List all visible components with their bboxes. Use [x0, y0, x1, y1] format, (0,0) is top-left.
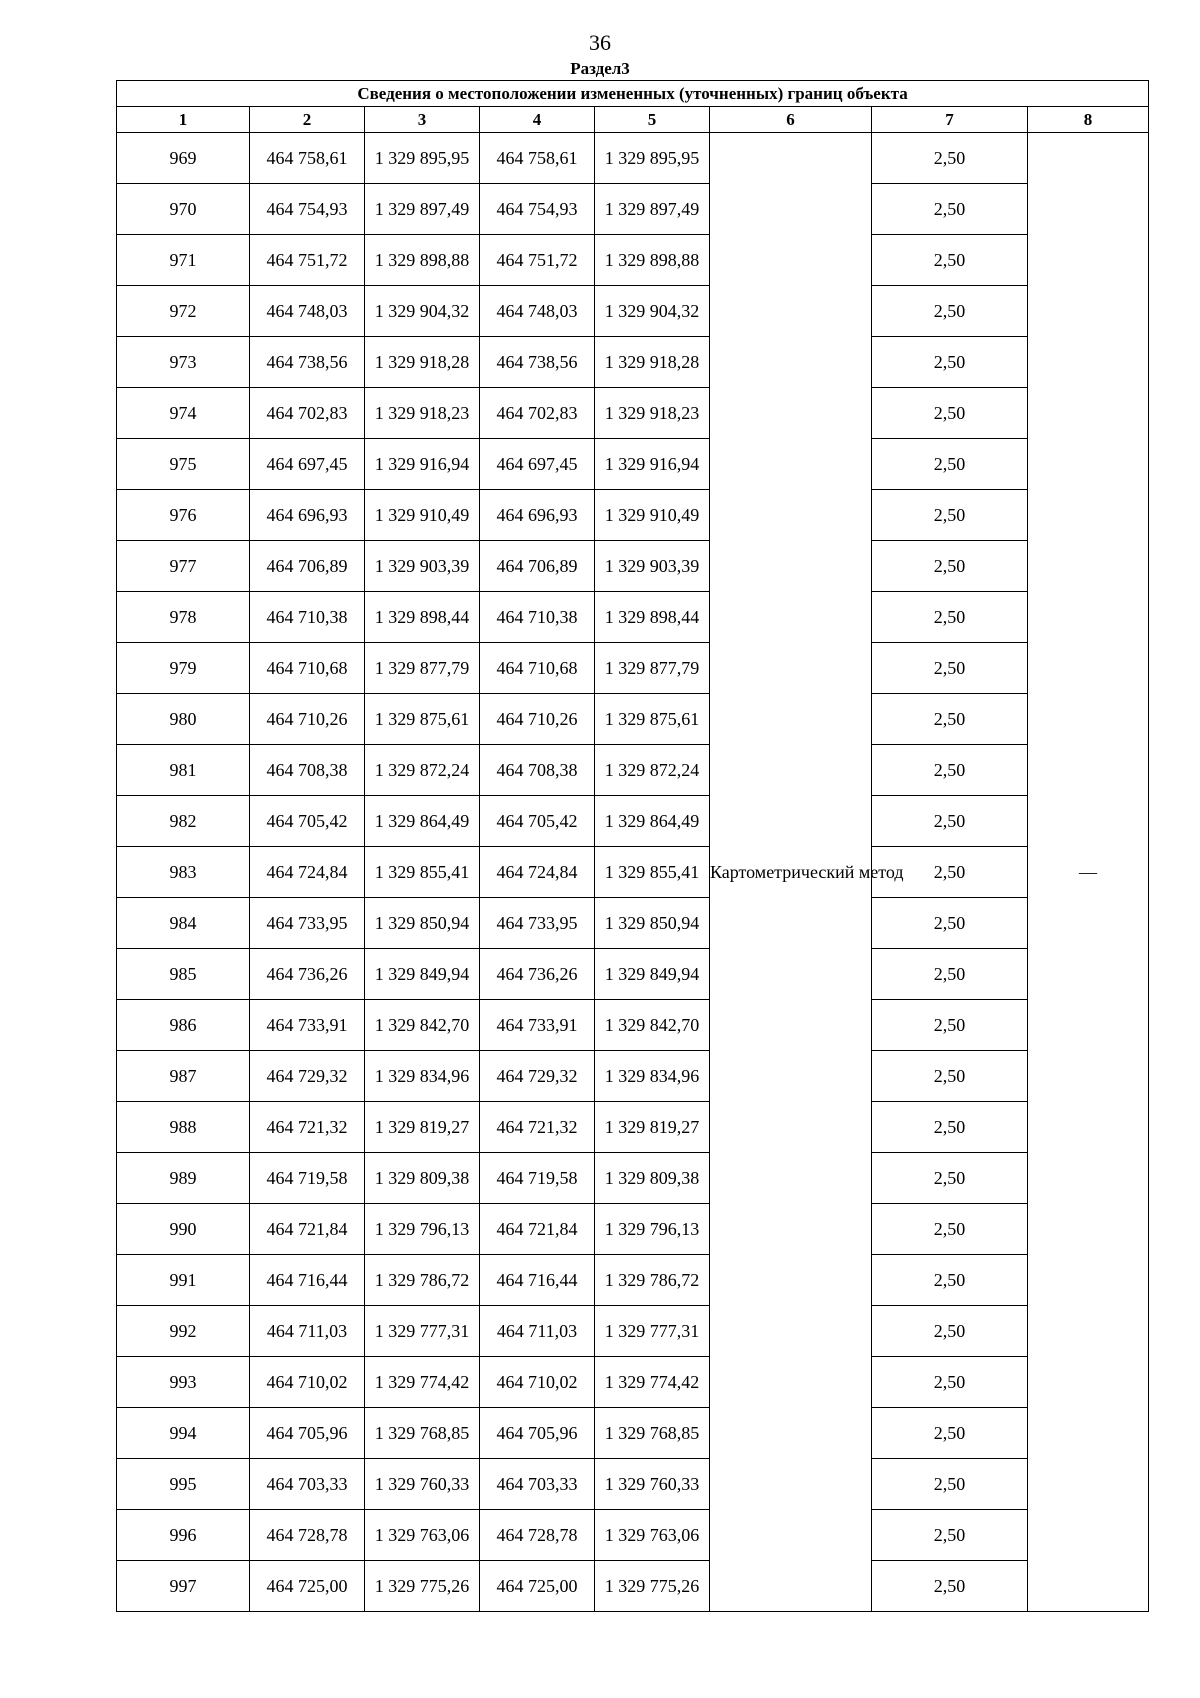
table-row	[117, 1204, 1149, 1255]
column-number: 3	[365, 107, 480, 133]
table-title: Сведения о местоположении измененных (уточненных) границ объекта	[117, 81, 1149, 107]
y-coordinate-new: 1 329 796,13	[595, 1204, 710, 1255]
accuracy-value: 2,50	[872, 490, 1028, 541]
x-coordinate: 464 721,84	[250, 1204, 365, 1255]
y-coordinate: 1 329 872,24	[365, 745, 480, 796]
x-coordinate-new: 464 729,32	[480, 1051, 595, 1102]
table-row	[117, 235, 1149, 286]
x-coordinate-new: 464 706,89	[480, 541, 595, 592]
y-coordinate: 1 329 897,49	[365, 184, 480, 235]
y-coordinate-new: 1 329 904,32	[595, 286, 710, 337]
point-number: 990	[117, 1204, 250, 1255]
table-row	[117, 1000, 1149, 1051]
accuracy-value: 2,50	[872, 1051, 1028, 1102]
accuracy-value: 2,50	[872, 133, 1028, 184]
table-row	[117, 847, 1149, 898]
y-coordinate-new: 1 329 918,28	[595, 337, 710, 388]
y-coordinate: 1 329 895,95	[365, 133, 480, 184]
table-row	[117, 1051, 1149, 1102]
y-coordinate: 1 329 904,32	[365, 286, 480, 337]
point-number: 995	[117, 1459, 250, 1510]
column-number: 5	[595, 107, 710, 133]
point-number: 988	[117, 1102, 250, 1153]
accuracy-value: 2,50	[872, 235, 1028, 286]
y-coordinate-new: 1 329 898,88	[595, 235, 710, 286]
page-number: 36	[589, 30, 611, 55]
accuracy-value: 2,50	[872, 643, 1028, 694]
table-row	[117, 694, 1149, 745]
x-coordinate-new: 464 738,56	[480, 337, 595, 388]
x-coordinate: 464 758,61	[250, 133, 365, 184]
table-row	[117, 1357, 1149, 1408]
y-coordinate: 1 329 864,49	[365, 796, 480, 847]
x-coordinate-new: 464 710,02	[480, 1357, 595, 1408]
accuracy-value: 2,50	[872, 592, 1028, 643]
point-number: 978	[117, 592, 250, 643]
x-coordinate-new: 464 758,61	[480, 133, 595, 184]
point-number: 982	[117, 796, 250, 847]
point-number: 994	[117, 1408, 250, 1459]
x-coordinate: 464 706,89	[250, 541, 365, 592]
y-coordinate-new: 1 329 849,94	[595, 949, 710, 1000]
x-coordinate-new: 464 721,84	[480, 1204, 595, 1255]
y-coordinate: 1 329 768,85	[365, 1408, 480, 1459]
note-dash: —	[1028, 133, 1149, 1612]
y-coordinate: 1 329 819,27	[365, 1102, 480, 1153]
table-row	[117, 1561, 1149, 1612]
y-coordinate: 1 329 834,96	[365, 1051, 480, 1102]
accuracy-value: 2,50	[872, 286, 1028, 337]
point-number: 983	[117, 847, 250, 898]
x-coordinate-new: 464 710,26	[480, 694, 595, 745]
accuracy-value: 2,50	[872, 184, 1028, 235]
y-coordinate: 1 329 763,06	[365, 1510, 480, 1561]
table-row	[117, 337, 1149, 388]
accuracy-value: 2,50	[872, 388, 1028, 439]
y-coordinate: 1 329 809,38	[365, 1153, 480, 1204]
accuracy-value: 2,50	[872, 1408, 1028, 1459]
y-coordinate-new: 1 329 777,31	[595, 1306, 710, 1357]
y-coordinate: 1 329 903,39	[365, 541, 480, 592]
y-coordinate: 1 329 849,94	[365, 949, 480, 1000]
y-coordinate-new: 1 329 864,49	[595, 796, 710, 847]
y-coordinate: 1 329 760,33	[365, 1459, 480, 1510]
y-coordinate: 1 329 875,61	[365, 694, 480, 745]
table-row	[117, 643, 1149, 694]
point-number: 973	[117, 337, 250, 388]
x-coordinate-new: 464 719,58	[480, 1153, 595, 1204]
table-row	[117, 1306, 1149, 1357]
y-coordinate-new: 1 329 809,38	[595, 1153, 710, 1204]
y-coordinate-new: 1 329 875,61	[595, 694, 710, 745]
y-coordinate: 1 329 774,42	[365, 1357, 480, 1408]
y-coordinate-new: 1 329 895,95	[595, 133, 710, 184]
x-coordinate: 464 748,03	[250, 286, 365, 337]
y-coordinate: 1 329 918,23	[365, 388, 480, 439]
x-coordinate-new: 464 702,83	[480, 388, 595, 439]
table-row	[117, 1459, 1149, 1510]
accuracy-value: 2,50	[872, 1561, 1028, 1612]
point-number: 977	[117, 541, 250, 592]
determination-method: Картометрический метод	[710, 133, 872, 1612]
accuracy-value: 2,50	[872, 1357, 1028, 1408]
x-coordinate-new: 464 754,93	[480, 184, 595, 235]
table-row	[117, 592, 1149, 643]
y-coordinate-new: 1 329 819,27	[595, 1102, 710, 1153]
x-coordinate: 464 708,38	[250, 745, 365, 796]
column-number: 1	[117, 107, 250, 133]
point-number: 986	[117, 1000, 250, 1051]
y-coordinate-new: 1 329 763,06	[595, 1510, 710, 1561]
x-coordinate-new: 464 703,33	[480, 1459, 595, 1510]
column-number: 6	[710, 107, 872, 133]
table-row	[117, 388, 1149, 439]
table-row	[117, 745, 1149, 796]
x-coordinate: 464 703,33	[250, 1459, 365, 1510]
point-number: 974	[117, 388, 250, 439]
x-coordinate-new: 464 736,26	[480, 949, 595, 1000]
y-coordinate-new: 1 329 898,44	[595, 592, 710, 643]
x-coordinate: 464 738,56	[250, 337, 365, 388]
y-coordinate-new: 1 329 903,39	[595, 541, 710, 592]
table-body	[117, 133, 1149, 1612]
accuracy-value: 2,50	[872, 1510, 1028, 1561]
y-coordinate: 1 329 850,94	[365, 898, 480, 949]
point-number: 985	[117, 949, 250, 1000]
point-number: 989	[117, 1153, 250, 1204]
accuracy-value: 2,50	[872, 337, 1028, 388]
accuracy-value: 2,50	[872, 949, 1028, 1000]
x-coordinate-new: 464 724,84	[480, 847, 595, 898]
y-coordinate-new: 1 329 768,85	[595, 1408, 710, 1459]
point-number: 997	[117, 1561, 250, 1612]
table-row	[117, 133, 1149, 184]
x-coordinate: 464 696,93	[250, 490, 365, 541]
table-row	[117, 1408, 1149, 1459]
table-row	[117, 286, 1149, 337]
table-row	[117, 949, 1149, 1000]
x-coordinate-new: 464 751,72	[480, 235, 595, 286]
x-coordinate-new: 464 705,96	[480, 1408, 595, 1459]
y-coordinate: 1 329 777,31	[365, 1306, 480, 1357]
y-coordinate-new: 1 329 872,24	[595, 745, 710, 796]
x-coordinate-new: 464 716,44	[480, 1255, 595, 1306]
accuracy-value: 2,50	[872, 1153, 1028, 1204]
column-number: 8	[1028, 107, 1149, 133]
point-number: 984	[117, 898, 250, 949]
point-number: 979	[117, 643, 250, 694]
table-row	[117, 1255, 1149, 1306]
y-coordinate: 1 329 877,79	[365, 643, 480, 694]
accuracy-value: 2,50	[872, 745, 1028, 796]
accuracy-value: 2,50	[872, 796, 1028, 847]
y-coordinate-new: 1 329 918,23	[595, 388, 710, 439]
x-coordinate: 464 705,42	[250, 796, 365, 847]
x-coordinate: 464 724,84	[250, 847, 365, 898]
accuracy-value: 2,50	[872, 541, 1028, 592]
accuracy-value: 2,50	[872, 439, 1028, 490]
accuracy-value: 2,50	[872, 1102, 1028, 1153]
table-row	[117, 1102, 1149, 1153]
y-coordinate-new: 1 329 760,33	[595, 1459, 710, 1510]
y-coordinate-new: 1 329 786,72	[595, 1255, 710, 1306]
point-number: 991	[117, 1255, 250, 1306]
point-number: 970	[117, 184, 250, 235]
y-coordinate-new: 1 329 850,94	[595, 898, 710, 949]
point-number: 976	[117, 490, 250, 541]
table-row	[117, 1153, 1149, 1204]
x-coordinate-new: 464 696,93	[480, 490, 595, 541]
x-coordinate: 464 710,68	[250, 643, 365, 694]
table-row	[117, 1510, 1149, 1561]
x-coordinate-new: 464 697,45	[480, 439, 595, 490]
accuracy-value: 2,50	[872, 1204, 1028, 1255]
x-coordinate-new: 464 710,38	[480, 592, 595, 643]
y-coordinate: 1 329 898,44	[365, 592, 480, 643]
y-coordinate: 1 329 898,88	[365, 235, 480, 286]
x-coordinate-new: 464 711,03	[480, 1306, 595, 1357]
x-coordinate: 464 705,96	[250, 1408, 365, 1459]
column-number: 7	[872, 107, 1028, 133]
x-coordinate-new: 464 708,38	[480, 745, 595, 796]
x-coordinate: 464 710,26	[250, 694, 365, 745]
x-coordinate: 464 702,83	[250, 388, 365, 439]
x-coordinate: 464 697,45	[250, 439, 365, 490]
x-coordinate: 464 710,38	[250, 592, 365, 643]
table-row	[117, 541, 1149, 592]
table-row	[117, 184, 1149, 235]
x-coordinate-new: 464 705,42	[480, 796, 595, 847]
x-coordinate: 464 736,26	[250, 949, 365, 1000]
y-coordinate-new: 1 329 877,79	[595, 643, 710, 694]
coordinates-table	[116, 80, 1149, 1612]
y-coordinate-new: 1 329 910,49	[595, 490, 710, 541]
y-coordinate: 1 329 918,28	[365, 337, 480, 388]
y-coordinate-new: 1 329 916,94	[595, 439, 710, 490]
y-coordinate-new: 1 329 774,42	[595, 1357, 710, 1408]
y-coordinate-new: 1 329 834,96	[595, 1051, 710, 1102]
x-coordinate: 464 725,00	[250, 1561, 365, 1612]
x-coordinate: 464 733,91	[250, 1000, 365, 1051]
accuracy-value: 2,50	[872, 847, 1028, 898]
x-coordinate-new: 464 728,78	[480, 1510, 595, 1561]
table-row	[117, 439, 1149, 490]
column-number: 2	[250, 107, 365, 133]
x-coordinate: 464 754,93	[250, 184, 365, 235]
y-coordinate: 1 329 910,49	[365, 490, 480, 541]
accuracy-value: 2,50	[872, 1255, 1028, 1306]
x-coordinate: 464 728,78	[250, 1510, 365, 1561]
x-coordinate-new: 464 721,32	[480, 1102, 595, 1153]
x-coordinate-new: 464 733,91	[480, 1000, 595, 1051]
y-coordinate: 1 329 842,70	[365, 1000, 480, 1051]
x-coordinate-new: 464 710,68	[480, 643, 595, 694]
x-coordinate: 464 729,32	[250, 1051, 365, 1102]
point-number: 980	[117, 694, 250, 745]
y-coordinate: 1 329 775,26	[365, 1561, 480, 1612]
point-number: 981	[117, 745, 250, 796]
point-number: 969	[117, 133, 250, 184]
point-number: 971	[117, 235, 250, 286]
table-row	[117, 898, 1149, 949]
accuracy-value: 2,50	[872, 898, 1028, 949]
x-coordinate: 464 719,58	[250, 1153, 365, 1204]
point-number: 996	[117, 1510, 250, 1561]
table-row	[117, 796, 1149, 847]
accuracy-value: 2,50	[872, 1000, 1028, 1051]
column-number: 4	[480, 107, 595, 133]
y-coordinate-new: 1 329 775,26	[595, 1561, 710, 1612]
accuracy-value: 2,50	[872, 1306, 1028, 1357]
x-coordinate: 464 716,44	[250, 1255, 365, 1306]
section-label: Раздел3	[570, 59, 630, 78]
y-coordinate: 1 329 916,94	[365, 439, 480, 490]
point-number: 992	[117, 1306, 250, 1357]
x-coordinate: 464 711,03	[250, 1306, 365, 1357]
point-number: 993	[117, 1357, 250, 1408]
y-coordinate: 1 329 855,41	[365, 847, 480, 898]
y-coordinate: 1 329 786,72	[365, 1255, 480, 1306]
y-coordinate-new: 1 329 842,70	[595, 1000, 710, 1051]
x-coordinate: 464 721,32	[250, 1102, 365, 1153]
x-coordinate: 464 751,72	[250, 235, 365, 286]
point-number: 972	[117, 286, 250, 337]
accuracy-value: 2,50	[872, 694, 1028, 745]
column-number-row	[117, 107, 1149, 133]
accuracy-value: 2,50	[872, 1459, 1028, 1510]
y-coordinate-new: 1 329 897,49	[595, 184, 710, 235]
x-coordinate-new: 464 748,03	[480, 286, 595, 337]
table-row	[117, 490, 1149, 541]
x-coordinate-new: 464 725,00	[480, 1561, 595, 1612]
point-number: 987	[117, 1051, 250, 1102]
point-number: 975	[117, 439, 250, 490]
x-coordinate: 464 733,95	[250, 898, 365, 949]
y-coordinate-new: 1 329 855,41	[595, 847, 710, 898]
x-coordinate: 464 710,02	[250, 1357, 365, 1408]
x-coordinate-new: 464 733,95	[480, 898, 595, 949]
y-coordinate: 1 329 796,13	[365, 1204, 480, 1255]
